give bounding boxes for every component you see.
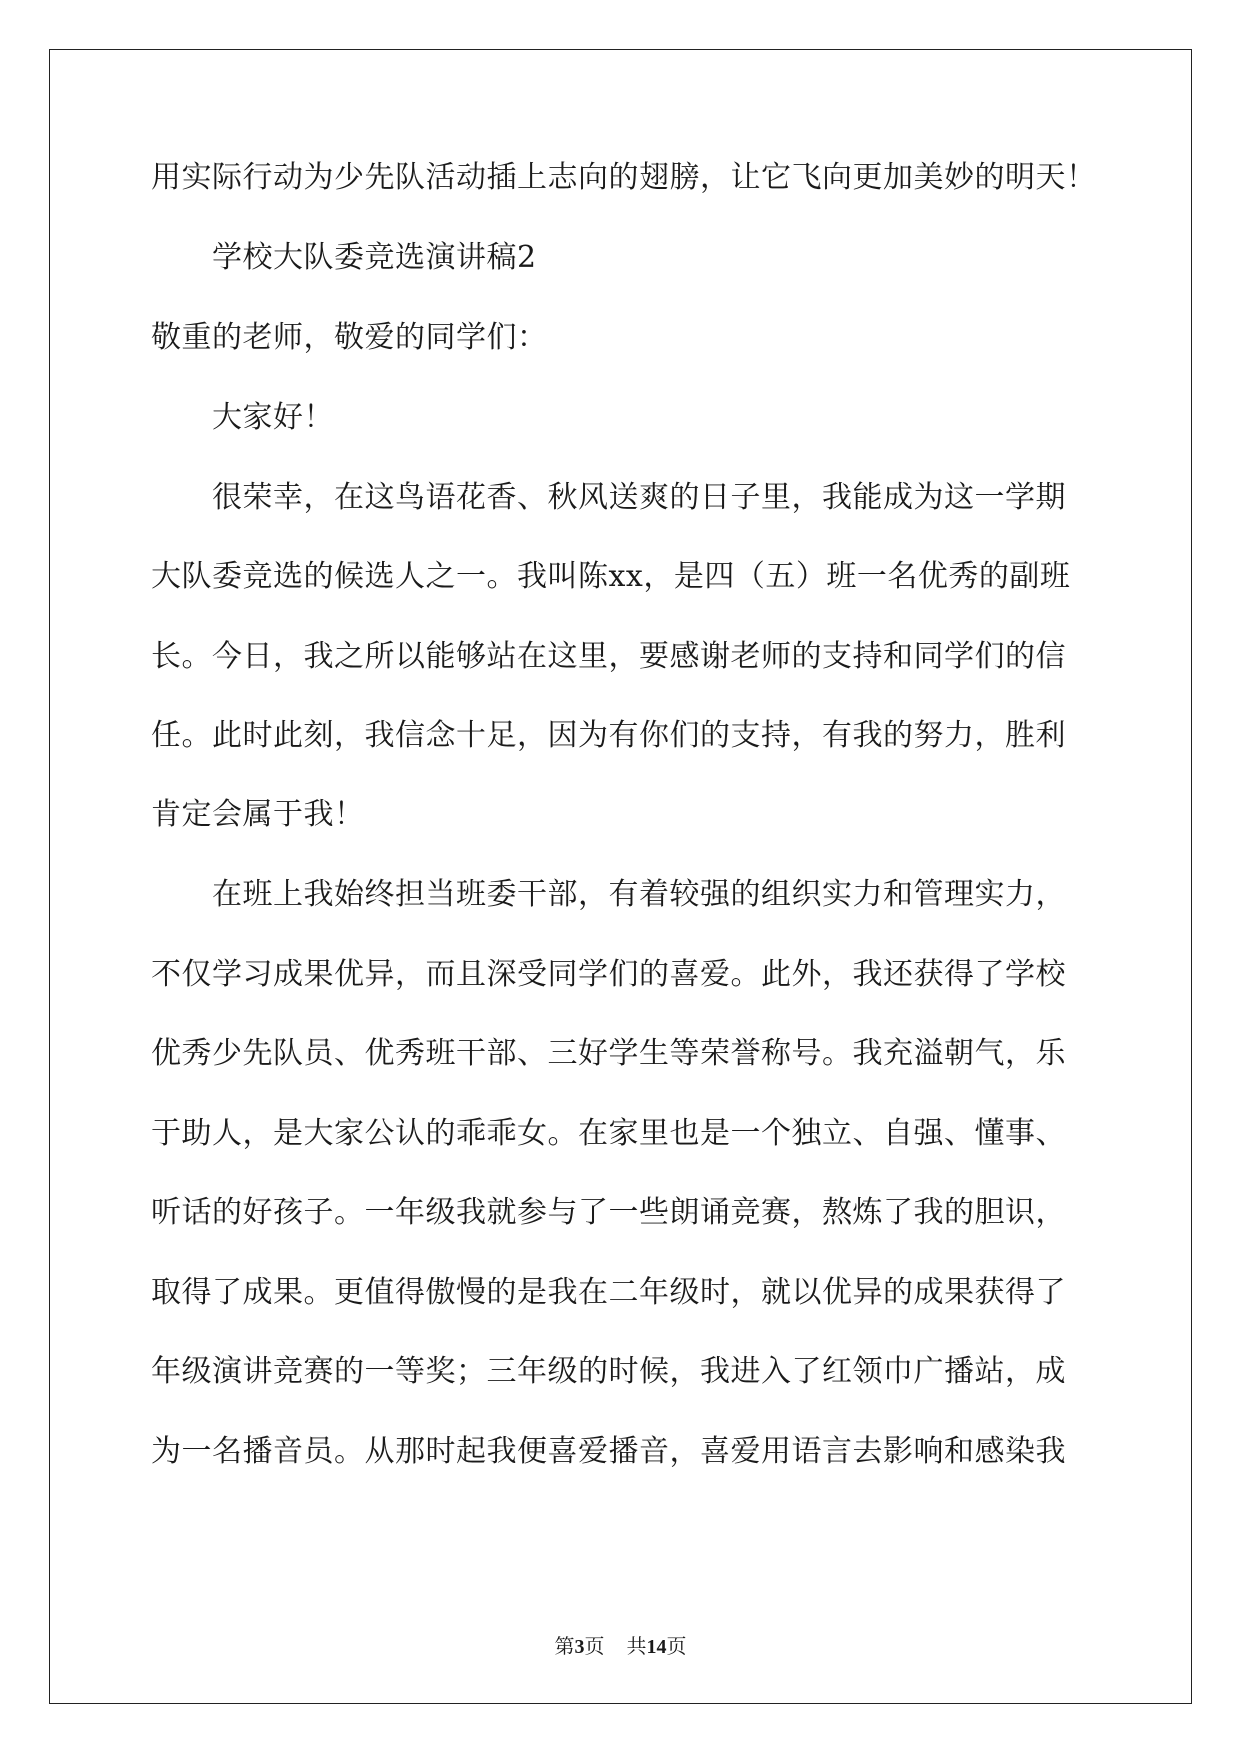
text-line: 为一名播音员。从那时起我便喜爱播音，喜爱用语言去影响和感染我 — [151, 1434, 1066, 1469]
text-line: 用实际行动为少先队活动插上志向的翅膀，让它飞向更加美妙的明天！ — [151, 160, 1097, 195]
total-prefix: 共 — [626, 1636, 647, 1658]
text-line: 年级演讲竞赛的一等奖；三年级的时候，我进入了红领巾广播站，成 — [151, 1354, 1066, 1389]
text-line: 很荣幸，在这鸟语花香、秋风送爽的日子里，我能成为这一学期 — [212, 480, 1066, 515]
text-line: 在班上我始终担当班委干部，有着较强的组织实力和管理实力， — [212, 877, 1066, 912]
page-footer — [0, 1634, 1241, 1660]
text-line: 大队委竞选的候选人之一。我叫陈xx，是四（五）班一名优秀的副班 — [151, 559, 1071, 594]
text-line: 肯定会属于我！ — [151, 797, 365, 832]
total-suffix: 页 — [666, 1636, 687, 1658]
text-line: 任。此时此刻，我信念十足，因为有你们的支持，有我的努力，胜利 — [151, 718, 1066, 753]
text-line: 不仅学习成果优异，而且深受同学们的喜爱。此外，我还获得了学校 — [151, 957, 1066, 992]
salutation: 敬重的老师，敬爱的同学们： — [151, 320, 548, 355]
total-pages: 14 — [646, 1636, 667, 1658]
text-line: 优秀少先队员、优秀班干部、三好学生等荣誉称号。我充溢朝气，乐 — [151, 1036, 1066, 1071]
page-prefix: 第 — [554, 1636, 575, 1658]
text-line: 长。今日，我之所以能够站在这里，要感谢老师的支持和同学们的信 — [151, 639, 1066, 674]
greeting: 大家好！ — [212, 400, 334, 435]
section-heading: 学校大队委竞选演讲稿2 — [212, 240, 537, 275]
text-line: 于助人，是大家公认的乖乖女。在家里也是一个独立、自强、懂事、 — [151, 1116, 1066, 1151]
page-number: 3 — [574, 1636, 585, 1658]
text-line: 听话的好孩子。一年级我就参与了一些朗诵竞赛，熬炼了我的胆识， — [151, 1195, 1066, 1230]
page-suffix: 页 — [584, 1636, 605, 1658]
text-line: 取得了成果。更值得傲慢的是我在二年级时，就以优异的成果获得了 — [151, 1275, 1066, 1310]
